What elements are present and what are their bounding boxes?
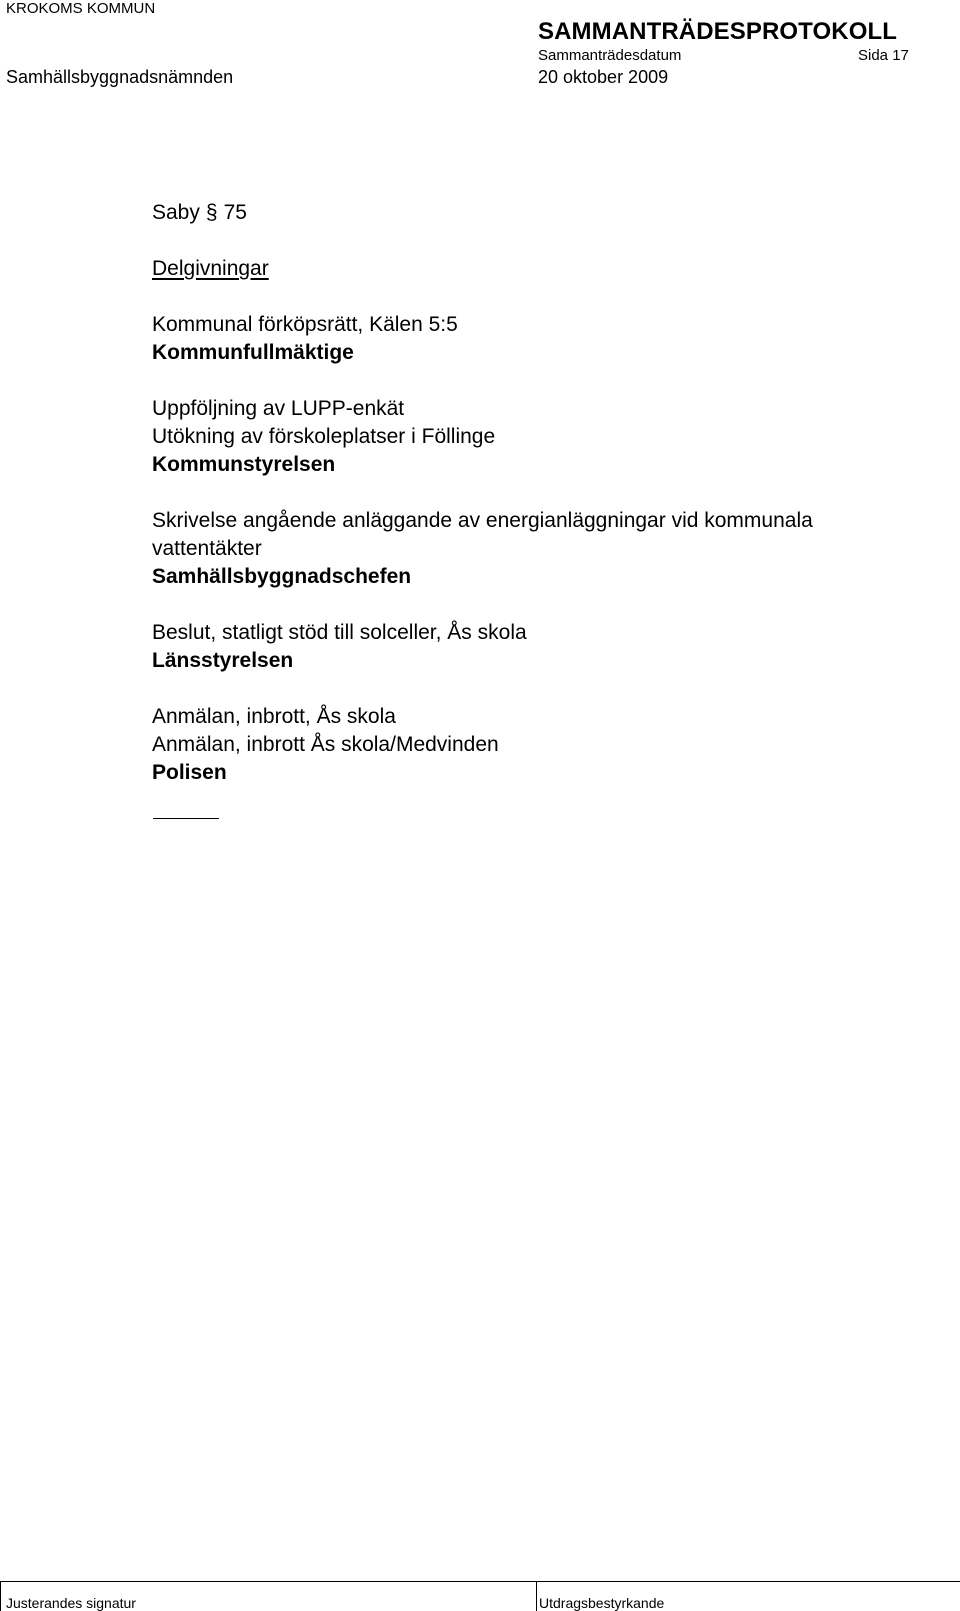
municipality-label: Saby (152, 201, 200, 224)
section-number-value: 75 (223, 201, 247, 224)
item-subject: Beslut, statligt stöd till solceller, Ås skola (152, 621, 527, 644)
meeting-date: 20 oktober 2009 (538, 67, 669, 87)
page-number: Sida 17 (858, 47, 909, 64)
item-subject: Uppföljning av LUPP-enkät (152, 397, 405, 420)
item-sender: Kommunfullmäktige (152, 341, 354, 364)
item-subject: Skrivelse angående anläggande av energianläggningar vid kommunala (152, 509, 813, 532)
meeting-date-label: Sammanträdesdatum (538, 47, 682, 64)
item-subject-line-2: vattentäkter (152, 537, 262, 560)
item-subject: Anmälan, inbrott, Ås skola (152, 705, 396, 728)
item-sender: Samhällsbyggnadschefen (152, 565, 412, 588)
signature-label: Justerandes signatur (6, 1595, 136, 1611)
item-sender: Polisen (152, 761, 227, 784)
document-title: SAMMANTRÄDESPROTOKOLL (538, 18, 897, 45)
end-divider (153, 818, 219, 819)
extract-certification-label: Utdragsbestyrkande (539, 1595, 665, 1611)
item-sender: Kommunstyrelsen (152, 453, 336, 476)
section-heading: Delgivningar (152, 257, 269, 280)
section-number (152, 201, 247, 225)
section-symbol: § (205, 201, 218, 224)
item-subject-line-2: Utökning av förskoleplatser i Föllinge (152, 425, 496, 448)
organization-name: KROKOMS KOMMUN (6, 0, 156, 17)
committee-name: Samhällsbyggnadsnämnden (6, 67, 234, 87)
item-subject-line-2: Anmälan, inbrott Ås skola/Medvinden (152, 733, 499, 756)
item-subject: Kommunal förköpsrätt, Kälen 5:5 (152, 313, 458, 336)
item-sender: Länsstyrelsen (152, 649, 294, 672)
